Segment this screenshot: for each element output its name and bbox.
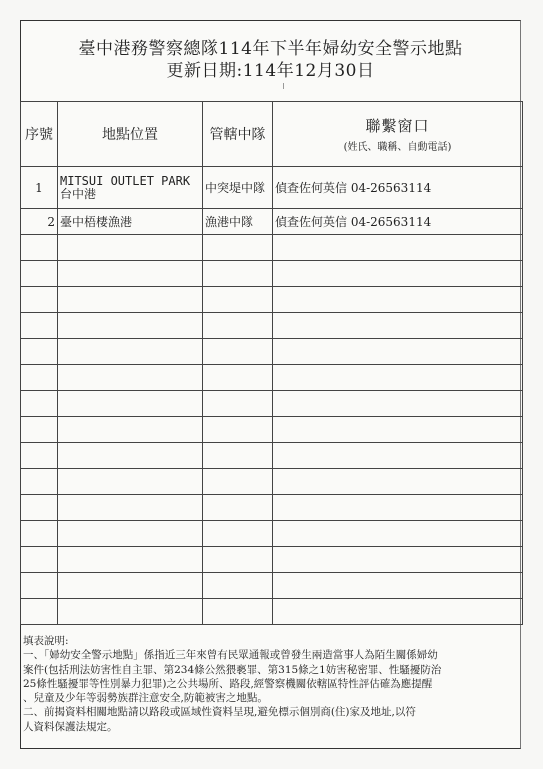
document-title: 臺中港務警察總隊114年下半年婦幼安全警示地點 xyxy=(78,39,463,59)
instructions xyxy=(23,634,521,734)
instructions-line: 25條性騷擾罪等性別暴力犯罪)之公共場所、路段,經警察機關依轄區特性評估確為應提醒 xyxy=(23,677,433,690)
empty-row xyxy=(21,469,523,495)
empty-row xyxy=(21,443,523,469)
empty-row xyxy=(21,235,523,261)
header-contact-main: 聯繫窗口 xyxy=(365,117,430,135)
table-row xyxy=(21,167,523,209)
empty-row xyxy=(21,365,523,391)
header-contact xyxy=(273,102,523,167)
table-row xyxy=(21,209,523,235)
empty-row xyxy=(21,391,523,417)
instructions-line: 人資料保護法規定。 xyxy=(23,720,118,733)
empty-row xyxy=(21,287,523,313)
row-location: MITSUI OUTLET PARK 台中港 xyxy=(58,167,203,209)
row-unit: 漁港中隊 xyxy=(203,209,273,235)
instructions-line: 案件(包括刑法妨害性自主罪、第234條公然猥褻罪、第315條之1妨害秘密罪、性騷擾防治 xyxy=(23,663,442,676)
instructions-line: 二、前揭資料相關地點請以路段或區域性資料呈現,避免標示個別商(住)家及地址,以符 xyxy=(23,706,416,719)
header-contact-sub: (姓氏、職稱、自動電話) xyxy=(343,142,452,153)
update-date: 更新日期:114年12月30日 xyxy=(166,61,375,81)
row-seq: 2 xyxy=(21,209,58,235)
row-location: 臺中梧棲漁港 xyxy=(58,209,203,235)
instructions-heading: 填表說明: xyxy=(23,635,69,647)
row-seq: 1 xyxy=(21,167,58,209)
header-location: 地點位置 xyxy=(58,102,203,167)
scan-mark xyxy=(283,83,284,89)
header-seq: 序號 xyxy=(21,102,58,167)
table-header-row xyxy=(21,102,523,167)
instructions-line: 一、「婦幼安全警示地點」係指近三年來曾有民眾通報或曾發生兩造當事人為陌生關係婦幼 xyxy=(23,649,438,662)
instructions-line: 、兒童及少年等弱勢族群注意安全,防範被害之地點。 xyxy=(23,692,268,705)
empty-row xyxy=(21,521,523,547)
empty-row xyxy=(21,599,523,625)
row-unit: 中突堤中隊 xyxy=(203,167,273,209)
document-page xyxy=(20,20,521,749)
empty-row xyxy=(21,313,523,339)
warning-locations-table xyxy=(20,101,523,625)
empty-row xyxy=(21,495,523,521)
empty-row xyxy=(21,339,523,365)
empty-row xyxy=(21,261,523,287)
row-contact: 偵查佐何英信 04-26563114 xyxy=(273,209,523,235)
header-unit: 管轄中隊 xyxy=(203,102,273,167)
empty-row xyxy=(21,547,523,573)
empty-row xyxy=(21,573,523,599)
empty-row xyxy=(21,417,523,443)
row-contact: 偵查佐何英信 04-26563114 xyxy=(273,167,523,209)
